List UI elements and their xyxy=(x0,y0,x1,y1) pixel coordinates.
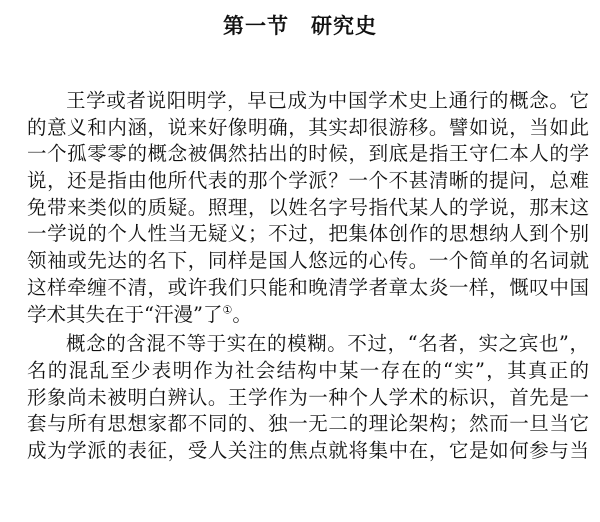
paragraph-1-line-2: 的意义和内涵，说来好像明确，其实却很游移。譬如说，当如此 xyxy=(27,115,589,139)
footnote-marker[interactable]: ① xyxy=(222,303,233,316)
body-text xyxy=(27,88,589,465)
paragraph-1-line-9 xyxy=(27,302,589,329)
paragraph-1-line-4: 说，还是指由他所代表的那个学派？一个不甚清晰的提问，总难 xyxy=(27,169,589,193)
paragraph-1-line-6: 一学说的个人性当无疑义；不过，把集体创作的思想纳人到个别 xyxy=(27,222,589,246)
paragraph-1-line-9-text: 学术其失在于“汗漫”了 xyxy=(27,302,223,326)
paragraph-1-line-3: 一个孤零零的概念被偶然拈出的时候，到底是指王守仁本人的学 xyxy=(27,142,589,166)
section-title: 第一节 研究史 xyxy=(223,14,377,38)
paragraph-2-line-2: 名的混乱至少表明作为社会结构中某一存在的“实”，其真正的 xyxy=(27,358,589,382)
paragraph-2-line-3: 形象尚未被明白辨认。王学作为一种个人学术的标识，首先是一 xyxy=(27,385,589,409)
paragraph-2-line-4: 套与所有思想家都不同的、独一无二的理论架构；然而一旦当它 xyxy=(27,412,589,436)
paragraph-2-line-1: 概念的含混不等于实在的模糊。不过，“名者，实之宾也”， xyxy=(66,332,589,356)
paragraph-1-trailing: 。 xyxy=(232,302,252,326)
paragraph-1-line-8: 这样牵缠不清，或许我们只能和晚清学者章太炎一样，慨叹中国 xyxy=(27,275,589,299)
paragraph-1-line-7: 领袖或先达的名下，同样是国人悠远的心传。一个简单的名词就 xyxy=(27,249,589,273)
paragraph-2-line-5: 成为学派的表征，受人关注的焦点就将集中在，它是如何参与当 xyxy=(27,438,589,462)
paragraph-1-line-1: 王学或者说阳明学，早已成为中国学术史上通行的概念。它 xyxy=(66,89,589,112)
paragraph-1-line-5: 免带来类似的质疑。照理，以姓名字号指代某人的学说，那末这 xyxy=(27,195,589,219)
